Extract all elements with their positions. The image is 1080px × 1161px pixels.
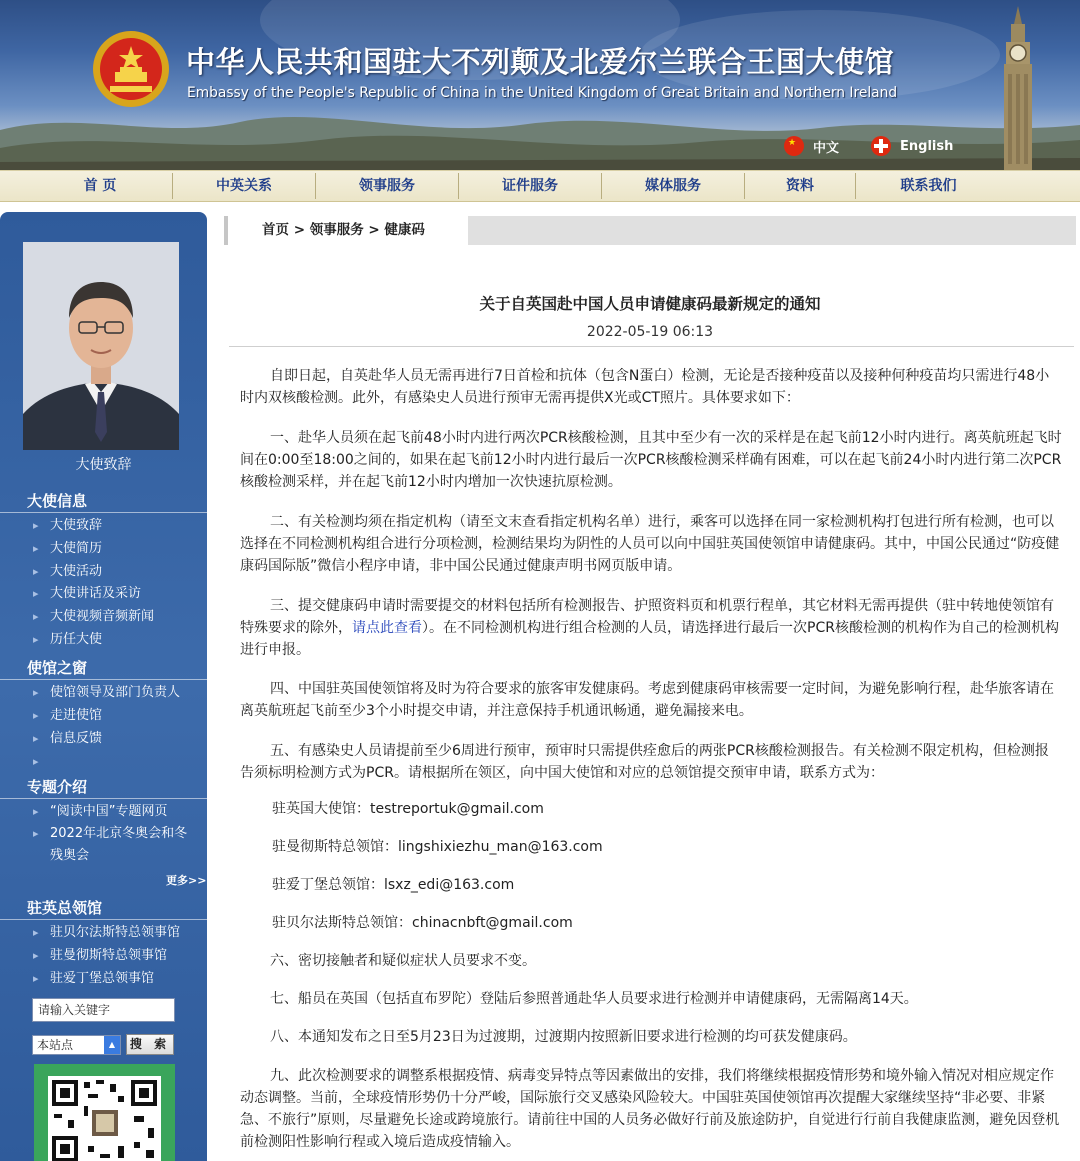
lang-zh-label: 中文	[813, 140, 840, 156]
paragraph-2-text: 二、有关检测均须在指定机构（请至文末查看指定机构名单）进行，乘客可以选择在同一家检测机构打包进行所有检测，也可以选择在不同检测机构组合进行分项检测，检测结果均为阴性的人员可以向中国驻英国使领馆申请健康码。其中，中国公民通过“防疫健康码国际版”微信小程序申请，非中国公民通过健康声明书网页版申请。	[240, 514, 1060, 574]
section-special-topics[interactable]: 专题介绍	[0, 775, 207, 799]
embassy-title-en: Embassy of the People's Republic of China in the United Kingdom of Great Britain and Northern Ireland	[187, 85, 898, 101]
search-scope-value: 本站点	[37, 1038, 74, 1052]
embassy-title-zh: 中华人民共和国驻大不列颠及北爱尔兰联合王国大使馆	[186, 45, 895, 79]
sidebar-item-belfast[interactable]: ▸ 驻贝尔法斯特总领事馆	[0, 922, 207, 943]
sidebar-item-ambassador-activities[interactable]: ▸ 大使活动	[0, 561, 207, 582]
sidebar-item-former-ambassadors[interactable]: ▸ 历任大使	[0, 629, 207, 650]
ambassador-portrait-image	[23, 242, 179, 450]
sidebar-item-beijing-2022[interactable]: ▸ 2022年北京冬奥会和冬残奥会	[0, 823, 197, 867]
paragraph-1-text: 一、赴华人员须在起飞前48小时内进行两次PCR核酸检测，且其中至少有一次的采样是在起飞前12小时内进行。离英航班起飞时间在0:00至18:00之间的，如果在起飞前12小时内进行最后一次PCR核酸检测采样确有困难，可以在起飞前24小时内进行第二次PCR核酸检测采样，并在起飞前12小时内增加一次快速抗原检测。	[240, 430, 1062, 490]
lang-zh-link[interactable]	[784, 136, 839, 156]
paragraph-3-text-b: ）。在不同检测机构进行组合检测的人员，请选择进行最后一次PCR核酸检测的机构作为自己的检测机构进行申报。	[240, 620, 1059, 658]
nav-document-services[interactable]: 证件服务	[459, 173, 602, 199]
paragraph-2	[240, 511, 1062, 577]
paragraph-3	[240, 595, 1062, 661]
nav-media-services[interactable]: 媒体服务	[602, 173, 745, 199]
paragraph-7-text: 七、船员在英国（包括直布罗陀）登陆后参照普通赴华人员要求进行检测并申请健康码，无需隔离14天。	[270, 991, 918, 1007]
sidebar-item-ambassador-media[interactable]: ▸ 大使视频音频新闻	[0, 606, 207, 627]
paragraph-intro-text: 自即日起，自英赴华人员无需再进行7日首检和抗体（包含N蛋白）检测，无论是否接种疫苗以及接种何种疫苗均只需进行48小时内双核酸检测。此外，有感染史人员进行预审无需再提供X光或CT照片。具体要求如下：	[240, 368, 1050, 406]
paragraph-7	[240, 988, 1062, 1010]
sidebar-item-leadership[interactable]: ▸ 使馆领导及部门负责人	[0, 682, 207, 703]
paragraph-6-text: 六、密切接触者和疑似症状人员要求不变。	[270, 953, 536, 969]
section-ambassador-info[interactable]: 大使信息	[0, 489, 207, 513]
paragraph-9-text: 九、此次检测要求的调整系根据疫情、病毒变异特点等因素做出的安排，我们将继续根据疫情形势和境外输入情况对相应规定作动态调整。当前，全球疫情形势仍十分严峻，国际旅行交叉感染风险较大。中国驻英国使领馆再次提醒大家继续坚持“非必要、非紧急、不旅行”原则，尽量避免长途或跨境旅行。请前往中国的人员务必做好行前及旅途防护，自觉进行行前自我健康监测，避免因登机前检测阳性影响行程或入境后造成疫情输入。	[240, 1068, 1060, 1150]
paragraph-4	[240, 678, 1062, 722]
sidebar-item-ambassador-bio[interactable]: ▸ 大使简历	[0, 538, 207, 559]
more-topics-link[interactable]: 更多>>	[166, 874, 207, 887]
article-title: 关于自英国赴中国人员申请健康码最新规定的通知	[479, 295, 821, 313]
search-button[interactable]: 搜 索	[126, 1034, 174, 1055]
nav-home[interactable]: 首 页	[28, 173, 173, 199]
uk-flag-icon	[871, 136, 891, 156]
lang-en-label: English	[900, 138, 954, 154]
sidebar-item-reading-china[interactable]: ▸ “阅读中国”专题网页	[0, 801, 207, 822]
sidebar	[0, 212, 207, 1161]
sidebar-item-about-embassy[interactable]: ▸ 走进使馆	[0, 705, 207, 726]
paragraph-9	[240, 1065, 1062, 1153]
paragraph-6	[240, 950, 1062, 972]
nav-contact-us[interactable]: 联系我们	[900, 178, 957, 194]
nav-consular-services[interactable]: 领事服务	[316, 173, 459, 199]
search-scope-select[interactable]	[32, 1035, 121, 1055]
contact-belfast: 驻贝尔法斯特总领馆：chinacnbft@gmail.com	[272, 915, 573, 931]
sidebar-item-feedback[interactable]: ▸ 信息反馈	[0, 728, 207, 749]
sidebar-item-manchester[interactable]: ▸ 驻曼彻斯特总领事馆	[0, 945, 207, 966]
paragraph-5	[240, 740, 1062, 784]
paragraph-5-text: 五、有感染史人员请提前至少6周进行预审，预审时只需提供痊愈后的两张PCR核酸检测报告。有关检测不限定机构，但检测报告须标明检测方式为PCR。请根据所在领区，向中国大使馆和对应的总领馆提交预审申请，联系方式为：	[240, 743, 1049, 781]
contact-embassy: 驻英国大使馆：testreportuk@gmail.com	[272, 801, 544, 817]
great-wall-landscape	[0, 100, 1080, 170]
national-emblem-icon	[90, 28, 172, 110]
title-divider	[229, 346, 1074, 347]
paragraph-8-text: 八、本通知发布之日至5月23日为过渡期，过渡期内按照新旧要求进行检测的均可获发健康码。	[270, 1029, 857, 1045]
requirements-link[interactable]: 请点此查看	[352, 620, 422, 636]
nav-china-uk-relations[interactable]: 中英关系	[173, 173, 316, 199]
search-input[interactable]: 请输入关键字	[32, 998, 175, 1022]
main-nav	[0, 170, 1080, 202]
paragraph-4-text: 四、中国驻英国使领馆将及时为符合要求的旅客审发健康码。考虑到健康码审核需要一定时间，为避免影响行程，赴华旅客请在离英航班起飞前至少3个小时提交申请，并注意保持手机通讯畅通，避免漏接来电。	[240, 681, 1054, 719]
paragraph-1	[240, 427, 1062, 493]
china-flag-icon: ★	[784, 136, 804, 156]
paragraph-8	[240, 1026, 1062, 1048]
paragraph-intro	[240, 365, 1062, 409]
section-consulates[interactable]: 驻英总领馆	[0, 896, 207, 920]
paragraph-3-text-a: 三、提交健康码申请时需要提交的材料包括所有检测报告、护照资料页和机票行程单，其它材料无需再提供（驻中转地使领馆有特殊要求的除外，	[240, 598, 1054, 636]
breadcrumb[interactable]: 首页 > 领事服务 > 健康码	[224, 216, 468, 245]
section-embassy-window[interactable]: 使馆之窗	[0, 656, 207, 680]
sidebar-item-ambassador-speech[interactable]: ▸ 大使致辞	[0, 515, 207, 536]
contact-edinburgh: 驻爱丁堡总领馆：lsxz_edi@163.com	[272, 877, 515, 893]
ambassador-photo[interactable]	[23, 242, 179, 450]
big-ben-illustration	[988, 4, 1048, 170]
nav-resources[interactable]: 资料	[745, 173, 856, 199]
ambassador-caption[interactable]: 大使致辞	[75, 457, 132, 473]
site-banner	[0, 0, 1080, 170]
qr-code-icon	[48, 1076, 161, 1161]
select-arrow-icon: ▲	[104, 1036, 120, 1054]
sidebar-item-ambassador-interviews[interactable]: ▸ 大使讲话及采访	[0, 583, 207, 604]
qr-code-card[interactable]	[34, 1064, 175, 1161]
contact-manchester: 驻曼彻斯特总领馆：lingshixiezhu_man@163.com	[272, 839, 603, 855]
article-date: 2022-05-19 06:13	[586, 324, 714, 340]
sidebar-item-edinburgh[interactable]: ▸ 驻爱丁堡总领事馆	[0, 968, 207, 989]
lang-en-link[interactable]	[871, 136, 953, 156]
breadcrumb-bar	[224, 216, 1076, 245]
